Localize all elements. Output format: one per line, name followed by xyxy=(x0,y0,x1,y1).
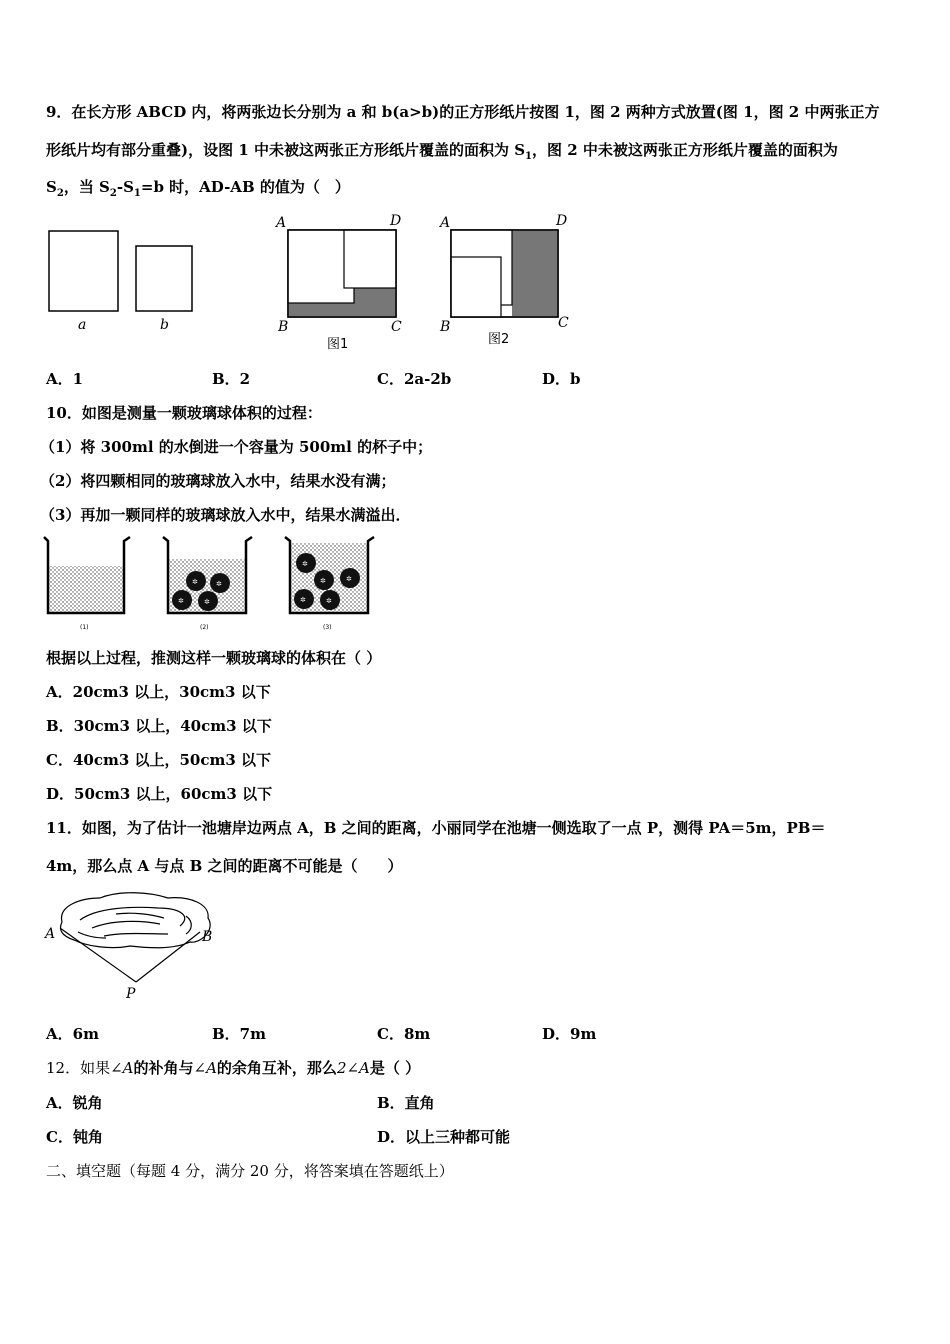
q9-sub-2: 2 xyxy=(109,188,117,199)
fig1-A: A xyxy=(276,215,287,231)
q9-line3-d: =b 时，AD-AB 的值为（ ） xyxy=(140,178,350,196)
fig1-B: B xyxy=(278,319,289,335)
beaker-2-caption: (2) xyxy=(200,624,209,631)
svg-text:✲: ✲ xyxy=(216,580,222,588)
q11-figure xyxy=(40,886,230,1006)
q9-option-a[interactable]: A．1 xyxy=(46,370,84,388)
q10-title: 10．如图是测量一颗玻璃球体积的过程： xyxy=(46,404,322,422)
fig2-caption: 图2 xyxy=(488,332,510,347)
square-a xyxy=(49,231,118,311)
q9-line3-a: S xyxy=(46,178,57,196)
q10-step2: （2）将四颗相同的玻璃球放入水中，结果水没有满； xyxy=(40,472,396,490)
q10-step3: （3）再加一颗同样的玻璃球放入水中，结果水满溢出． xyxy=(40,506,411,524)
q11-option-a[interactable]: A．6m xyxy=(46,1025,99,1043)
q9-figure xyxy=(40,205,580,355)
section-2-heading: 二、填空题（每题 4 分，满分 20 分，将答案填在答题纸上） xyxy=(46,1162,454,1180)
q9-line1: 9．在长方形 ABCD 内，将两张边长分别为 a 和 b(a>b)的正方形纸片按图 1，图 2 两种方式放置(图 1，图 2 中两张正方 xyxy=(46,103,880,121)
q11-label-P: P xyxy=(126,986,136,1002)
svg-text:✲: ✲ xyxy=(204,598,210,606)
figure-2 xyxy=(438,213,569,347)
q9-line2-b: ，图 2 中未被这两张正方形纸片覆盖的面积为 xyxy=(532,141,838,159)
q10-figure xyxy=(42,533,382,633)
q9-option-b[interactable]: B．2 xyxy=(212,370,251,388)
q12-option-d[interactable]: D．以上三种都可能 xyxy=(377,1128,511,1146)
q10-step1: （1）将 300ml 的水倒进一个容量为 500ml 的杯子中； xyxy=(40,438,433,456)
svg-text:✲: ✲ xyxy=(300,596,306,604)
q9-line2-a: 形纸片均有部分重叠)，设图 1 中未被这两张正方形纸片覆盖的面积为 S xyxy=(46,141,526,159)
q11-option-c[interactable]: C．8m xyxy=(377,1025,431,1043)
svg-text:✲: ✲ xyxy=(346,575,352,583)
q9-option-d[interactable]: D．b xyxy=(542,370,581,388)
q9-line3 xyxy=(46,177,350,204)
q10-option-a[interactable]: A．20cm3 以上，30cm3 以下 xyxy=(46,683,271,701)
figure-1 xyxy=(274,213,402,352)
fig1-C: C xyxy=(391,319,402,335)
q10-option-d[interactable]: D．50cm3 以上，60cm3 以下 xyxy=(46,785,273,803)
q10-question: 根据以上过程，推测这样一颗玻璃球的体积在（ ） xyxy=(46,649,382,667)
q11-label-B: B xyxy=(202,929,213,945)
segment-pb xyxy=(136,932,200,982)
q12-option-b[interactable]: B．直角 xyxy=(377,1094,435,1112)
q10-option-c[interactable]: C．40cm3 以上，50cm3 以下 xyxy=(46,751,272,769)
beaker-2 xyxy=(163,537,252,631)
q11-line1: 11．如图，为了估计一池塘岸边两点 A，B 之间的距离，小丽同学在池塘一侧选取了一点 P，测得 PA＝5m，PB＝ xyxy=(46,819,826,837)
svg-text:✲: ✲ xyxy=(302,560,308,568)
q12-angle-2: ∠A xyxy=(193,1059,217,1077)
q11-label-A: A xyxy=(45,926,56,942)
beaker-3-caption: (3) xyxy=(323,624,332,631)
q9-sub-1: 2 xyxy=(56,188,64,199)
q9-sub-s1: 1 xyxy=(525,151,533,162)
beaker-1-caption: (1) xyxy=(80,624,89,631)
q12-angle-3: 2∠A xyxy=(336,1059,370,1077)
square-b xyxy=(136,246,192,311)
q12-post: 是（ ） xyxy=(369,1059,421,1077)
q11-option-b[interactable]: B．7m xyxy=(212,1025,266,1043)
beaker-1 xyxy=(44,537,130,631)
svg-text:✲: ✲ xyxy=(326,597,332,605)
q9-sub-3: 1 xyxy=(133,188,141,199)
q12-angle-1: ∠A xyxy=(110,1059,134,1077)
q12-option-a[interactable]: A．锐角 xyxy=(46,1094,103,1112)
q12-mid2: 的余角互补，那么 xyxy=(216,1059,337,1077)
q12-option-c[interactable]: C．钝角 xyxy=(46,1128,103,1146)
svg-text:✲: ✲ xyxy=(178,597,184,605)
q12-pre: 12．如果 xyxy=(46,1059,111,1077)
fig2-D: D xyxy=(556,213,568,229)
beaker-3 xyxy=(285,537,374,631)
q9-line3-c: -S xyxy=(116,178,134,196)
q12-mid1: 的补角与 xyxy=(133,1059,194,1077)
segment-pa xyxy=(60,928,136,982)
fig1-caption: 图1 xyxy=(327,337,349,352)
fig2-B: B xyxy=(440,319,451,335)
q11-line2: 4m，那么点 A 与点 B 之间的距离不可能是（ ） xyxy=(46,857,403,875)
q9-option-c[interactable]: C．2a-2b xyxy=(377,370,452,388)
q12-stem xyxy=(46,1058,420,1078)
q11-option-d[interactable]: D．9m xyxy=(542,1025,597,1043)
label-a: a xyxy=(78,317,87,333)
svg-text:✲: ✲ xyxy=(192,578,198,586)
svg-text:✲: ✲ xyxy=(320,577,326,585)
fig2-A: A xyxy=(440,215,451,231)
fig1-D: D xyxy=(390,213,402,229)
fig2-C: C xyxy=(558,315,569,331)
pond xyxy=(61,893,211,948)
label-b: b xyxy=(160,317,169,333)
q9-line2 xyxy=(46,140,838,167)
q10-option-b[interactable]: B．30cm3 以上，40cm3 以下 xyxy=(46,717,272,735)
q9-line3-b: ，当 S xyxy=(63,178,110,196)
